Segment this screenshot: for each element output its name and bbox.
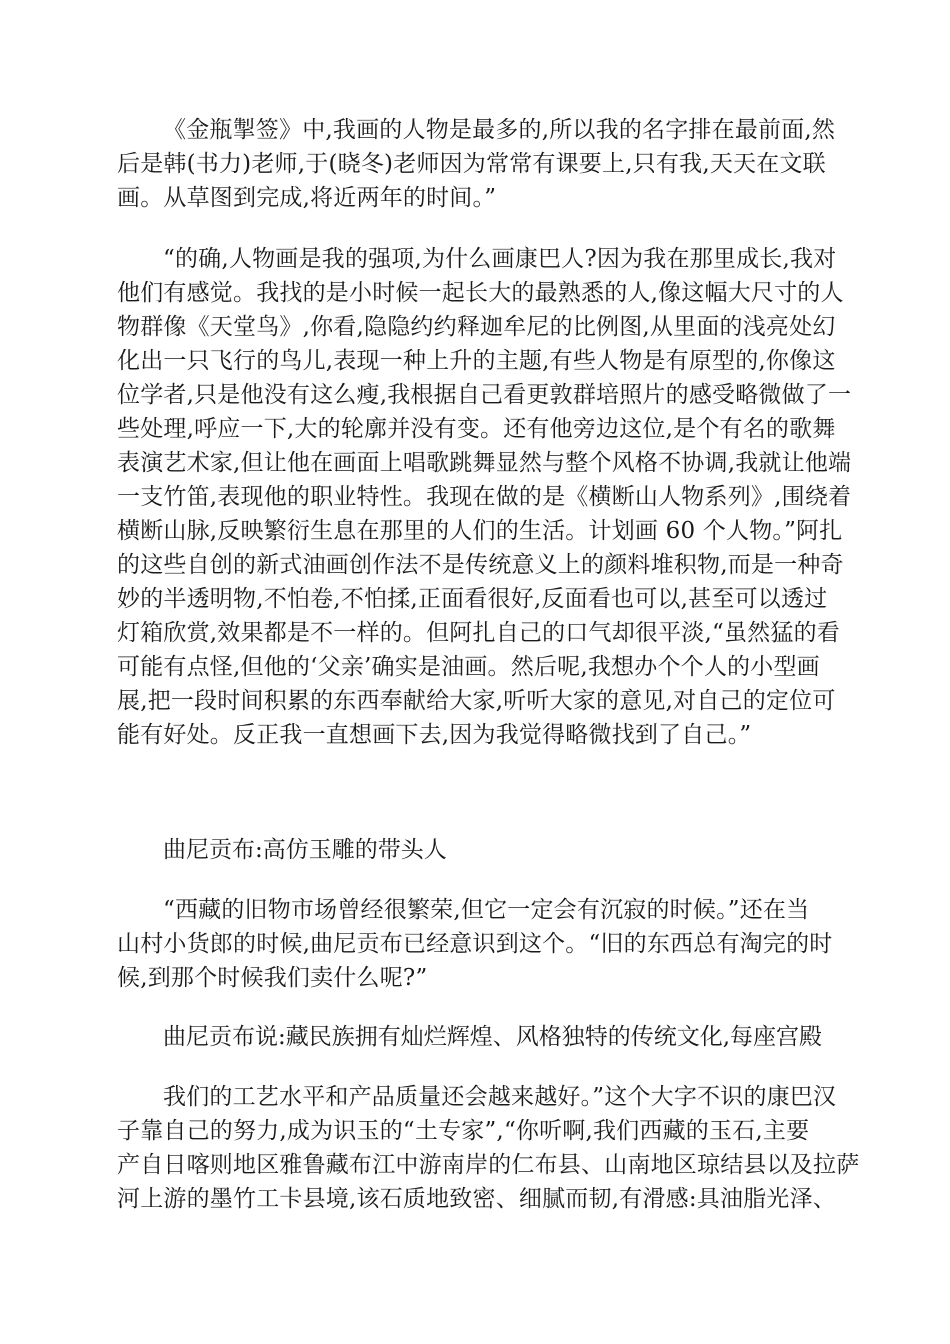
text-line: 一支竹笛,表现他的职业特性。我现在做的是《横断山人物系列》,围绕着 (117, 484, 852, 510)
text-line: 我们的工艺水平和产品质量还会越来越好。”这个大字不识的康巴汉 (163, 1084, 837, 1110)
text-line: 灯箱欣赏,效果都是不一样的。但阿扎自己的口气却很平淡,“虽然猛的看 (117, 620, 840, 646)
paragraph-3 (117, 893, 833, 995)
text-line: 候,到那个时候我们卖什么呢?” (117, 965, 428, 991)
text-line: 子靠自己的努力,成为识玉的“土专家”,“你听啊,我们西藏的玉石,主要 (117, 1118, 810, 1144)
paragraph-1 (117, 113, 836, 215)
text-line: “西藏的旧物市场曾经很繁荣,但它一定会有沉寂的时候。”还在当 (163, 897, 810, 923)
text-line: 他们有感觉。我找的是小时候一起长大的最熟悉的人,像这幅大尺寸的人 (117, 280, 844, 306)
text-line: “的确,人物画是我的强项,为什么画康巴人?因为我在那里成长,我对 (163, 246, 837, 272)
text-line: 的这些自创的新式油画创作法不是传统意义上的颜料堆积物,而是一种奇 (117, 552, 844, 578)
text-line: 化出一只飞行的鸟儿,表现一种上升的主题,有些人物是有原型的,你像这 (117, 348, 836, 374)
text-line: 展,把一段时间积累的东西奉献给大家,听听大家的意见,对自己的定位可 (117, 688, 836, 714)
text-line: 可能有点怪,但他的‘父亲’确实是油画。然后呢,我想办个个人的小型画 (117, 654, 820, 680)
text-line: 产自日喀则地区雅鲁藏布江中游南岸的仁布县、山南地区琼结县以及拉萨 (117, 1152, 860, 1178)
text-line: 山村小货郎的时候,曲尼贡布已经意识到这个。“旧的东西总有淘完的时 (117, 931, 833, 957)
text-line: 妙的半透明物,不怕卷,不怕揉,正面看很好,反面看也可以,甚至可以透过 (117, 586, 828, 612)
paragraph-2 (117, 242, 852, 752)
text-line: 表演艺术家,但让他在画面上唱歌跳舞显然与整个风格不协调,我就让他端 (117, 450, 852, 476)
paragraph-4: 曲尼贡布说:藏民族拥有灿烂辉煌、风格独特的传统文化,每座宫殿 (163, 1024, 823, 1050)
text-line: 画。从草图到完成,将近两年的时间。” (117, 185, 497, 211)
text-line: 能有好处。反正我一直想画下去,因为我觉得略微找到了自己。” (117, 722, 752, 748)
text-line: 后是韩(书力)老师,于(晓冬)老师因为常常有课要上,只有我,天天在文联 (117, 151, 826, 177)
text-line: 些处理,呼应一下,大的轮廓并没有变。还有他旁边这位,是个有名的歌舞 (117, 416, 836, 442)
text-line: 位学者,只是他没有这么瘦,我根据自己看更敦群培照片的感受略微做了一 (117, 382, 852, 408)
paragraph-5 (117, 1080, 860, 1216)
text-line: 物群像《天堂鸟》,你看,隐隐约约释迦牟尼的比例图,从里面的浅亮处幻 (117, 314, 836, 340)
text-line: 《金瓶掣签》中,我画的人物是最多的,所以我的名字排在最前面,然 (163, 117, 836, 143)
text-line: 河上游的墨竹工卡县境,该石质地致密、细腻而韧,有滑感:具油脂光泽、 (117, 1186, 836, 1212)
text-line: 横断山脉,反映繁衍生息在那里的人们的生活。计划画 60 个人物。”阿扎 (117, 518, 843, 544)
section-heading: 曲尼贡布:高仿玉雕的带头人 (163, 837, 447, 863)
